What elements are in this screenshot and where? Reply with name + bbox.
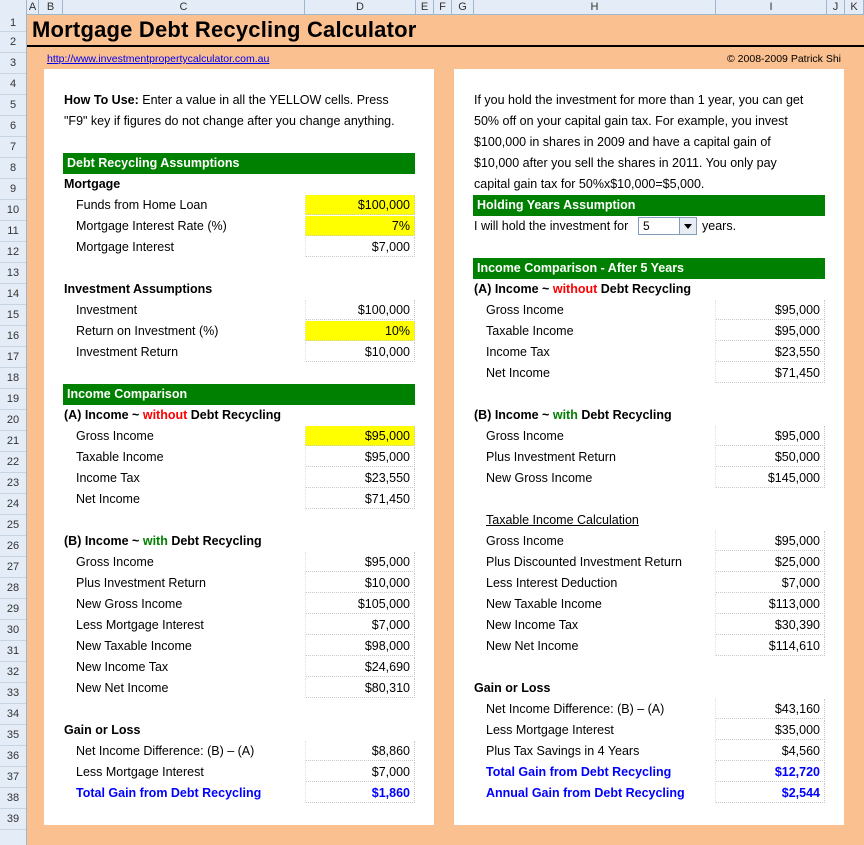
row-header-4[interactable]: 4 <box>0 74 26 95</box>
taxable-income-calculation-label: Taxable Income Calculation <box>486 513 639 527</box>
gain-or-loss-label: Gain or Loss <box>64 723 141 737</box>
row-header-24[interactable]: 24 <box>0 494 26 515</box>
copyright-text: © 2008-2009 Patrick Shi <box>727 53 841 65</box>
column-header-k[interactable]: K <box>845 0 864 15</box>
row-header-28[interactable]: 28 <box>0 578 26 599</box>
investment-value[interactable]: $100,000 <box>305 300 415 320</box>
row-header-25[interactable]: 25 <box>0 515 26 536</box>
investment-assumptions-label: Investment Assumptions <box>64 282 213 296</box>
r-total-gain-value[interactable]: $12,720 <box>715 762 825 782</box>
b-new-gross-income-label: New Gross Income <box>76 597 183 611</box>
r-b-plus-investment-return-value[interactable]: $50,000 <box>715 447 825 467</box>
r-net-income-difference-value[interactable]: $43,160 <box>715 699 825 719</box>
a-net-income-label: Net Income <box>76 492 140 506</box>
column-header-e[interactable]: E <box>416 0 434 15</box>
b-new-income-tax-label: New Income Tax <box>76 660 169 674</box>
column-header-i[interactable]: I <box>716 0 827 15</box>
holding-years-header: Holding Years Assumption <box>473 195 825 216</box>
r-a-net-income-label: Net Income <box>486 366 550 380</box>
annual-gain-value[interactable]: $2,544 <box>715 783 825 803</box>
t-plus-discounted-return-label: Plus Discounted Investment Return <box>486 555 682 569</box>
row-header-2[interactable]: 2 <box>0 32 26 53</box>
r-b-gross-income-value[interactable]: $95,000 <box>715 426 825 446</box>
column-header-j[interactable]: J <box>827 0 845 15</box>
row-header-10[interactable]: 10 <box>0 200 26 221</box>
t-gross-income-label: Gross Income <box>486 534 564 548</box>
r-total-gain-label: Total Gain from Debt Recycling <box>486 765 672 779</box>
t-new-net-income-value[interactable]: $114,610 <box>715 636 825 656</box>
income-without-prefix: (A) Income ~ <box>64 408 143 422</box>
net-income-difference-value[interactable]: $8,860 <box>305 741 415 761</box>
r-a-income-tax-value[interactable]: $23,550 <box>715 342 825 362</box>
total-gain-label: Total Gain from Debt Recycling <box>76 786 262 800</box>
row-header-33[interactable]: 33 <box>0 683 26 704</box>
row-header-21[interactable]: 21 <box>0 431 26 452</box>
row-header-19[interactable]: 19 <box>0 389 26 410</box>
explanation-line3: $100,000 in shares in 2009 and have a capital gain of <box>474 135 771 149</box>
website-link[interactable]: http://www.investmentpropertycalculator.com.au <box>47 53 270 65</box>
row-header-26[interactable]: 26 <box>0 536 26 557</box>
t-less-interest-deduction-value[interactable]: $7,000 <box>715 573 825 593</box>
r-a-net-income-value[interactable]: $71,450 <box>715 363 825 383</box>
r-b-plus-investment-return-label: Plus Investment Return <box>486 450 616 464</box>
holding-years-prefix: I will hold the investment for <box>474 219 629 233</box>
page-title: Mortgage Debt Recycling Calculator <box>32 17 417 42</box>
row-header-39[interactable]: 39 <box>0 809 26 830</box>
title-bar <box>27 15 864 47</box>
t-plus-discounted-return-value[interactable]: $25,000 <box>715 552 825 572</box>
b-new-taxable-income-label: New Taxable Income <box>76 639 192 653</box>
row-header-34[interactable]: 34 <box>0 704 26 725</box>
r-income-with-suffix: Debt Recycling <box>577 408 672 422</box>
b-new-income-tax-value[interactable]: $24,690 <box>305 657 415 677</box>
explanation-line1: If you hold the investment for more than 1 year, you can get <box>474 93 804 107</box>
income-without-heading <box>64 405 281 426</box>
row-header-14[interactable]: 14 <box>0 284 26 305</box>
mortgage-interest-value[interactable]: $7,000 <box>305 237 415 257</box>
t-new-taxable-income-label: New Taxable Income <box>486 597 602 611</box>
row-header-37[interactable]: 37 <box>0 767 26 788</box>
t-new-income-tax-label: New Income Tax <box>486 618 579 632</box>
row-header-38[interactable]: 38 <box>0 788 26 809</box>
r-b-gross-income-label: Gross Income <box>486 429 564 443</box>
row-header-3[interactable]: 3 <box>0 53 26 74</box>
total-gain-value[interactable]: $1,860 <box>305 783 415 803</box>
chevron-down-icon[interactable] <box>679 218 696 234</box>
explanation-line2: 50% off on your capital gain tax. For example, you invest <box>474 114 788 128</box>
gain-less-mortgage-interest-value[interactable]: $7,000 <box>305 762 415 782</box>
column-header-f[interactable]: F <box>434 0 452 15</box>
t-new-net-income-label: New Net Income <box>486 639 579 653</box>
funds-from-home-loan-input[interactable]: $100,000 <box>305 195 415 215</box>
with-word: with <box>142 534 168 548</box>
r-income-without-suffix: Debt Recycling <box>597 282 692 296</box>
column-header-bar <box>0 0 864 15</box>
r-a-taxable-income-label: Taxable Income <box>486 324 574 338</box>
mortgage-interest-rate-input[interactable]: 7% <box>305 216 415 236</box>
income-with-prefix: (B) Income ~ <box>64 534 143 548</box>
r-a-taxable-income-value[interactable]: $95,000 <box>715 321 825 341</box>
mortgage-interest-rate-label: Mortgage Interest Rate (%) <box>76 219 227 233</box>
b-less-mortgage-interest-value[interactable]: $7,000 <box>305 615 415 635</box>
row-header-6[interactable]: 6 <box>0 116 26 137</box>
row-header-22[interactable]: 22 <box>0 452 26 473</box>
r-a-gross-income-label: Gross Income <box>486 303 564 317</box>
column-header-a[interactable]: A <box>27 0 39 15</box>
how-to-use-line2: "F9" key if figures do not change after you change anything. <box>64 114 395 128</box>
income-comparison-header: Income Comparison <box>63 384 415 405</box>
r-income-without-heading <box>474 279 691 300</box>
column-header-c[interactable]: C <box>63 0 305 15</box>
row-header-9[interactable]: 9 <box>0 179 26 200</box>
r-income-without-prefix: (A) Income ~ <box>474 282 553 296</box>
worksheet <box>27 15 864 845</box>
a-taxable-income-label: Taxable Income <box>76 450 164 464</box>
return-on-investment-label: Return on Investment (%) <box>76 324 219 338</box>
row-header-bar <box>0 15 27 845</box>
right-panel <box>454 69 844 825</box>
income-with-suffix: Debt Recycling <box>167 534 262 548</box>
select-all-corner[interactable] <box>0 0 27 15</box>
capital-gain-explanation <box>474 90 834 195</box>
row-header-20[interactable]: 20 <box>0 410 26 431</box>
income-comparison-5-years-header: Income Comparison - After 5 Years <box>473 258 825 279</box>
row-header-23[interactable]: 23 <box>0 473 26 494</box>
b-gross-income-value[interactable]: $95,000 <box>305 552 415 572</box>
b-gross-income-label: Gross Income <box>76 555 154 569</box>
r-less-mortgage-interest-label: Less Mortgage Interest <box>486 723 614 737</box>
investment-return-value[interactable]: $10,000 <box>305 342 415 362</box>
b-new-net-income-label: New Net Income <box>76 681 169 695</box>
t-new-income-tax-value[interactable]: $30,390 <box>715 615 825 635</box>
investment-label: Investment <box>76 303 138 317</box>
row-header-11[interactable]: 11 <box>0 221 26 242</box>
b-new-taxable-income-value[interactable]: $98,000 <box>305 636 415 656</box>
row-header-27[interactable]: 27 <box>0 557 26 578</box>
debt-recycling-assumptions-header: Debt Recycling Assumptions <box>63 153 415 174</box>
column-header-g[interactable]: G <box>452 0 474 15</box>
row-header-36[interactable]: 36 <box>0 746 26 767</box>
explanation-line5: capital gain tax for 50%x$10,000=$5,000. <box>474 177 705 191</box>
b-less-mortgage-interest-label: Less Mortgage Interest <box>76 618 204 632</box>
column-header-b[interactable]: B <box>39 0 63 15</box>
row-header-31[interactable]: 31 <box>0 641 26 662</box>
a-income-tax-value[interactable]: $23,550 <box>305 468 415 488</box>
row-header-35[interactable]: 35 <box>0 725 26 746</box>
b-plus-investment-return-value[interactable]: $10,000 <box>305 573 415 593</box>
r-without-word: without <box>552 282 598 296</box>
how-to-use-text <box>64 90 424 132</box>
return-on-investment-input[interactable]: 10% <box>305 321 415 341</box>
without-word: without <box>142 408 188 422</box>
r-b-new-gross-income-label: New Gross Income <box>486 471 593 485</box>
investment-return-label: Investment Return <box>76 345 179 359</box>
r-income-with-heading <box>474 405 672 426</box>
mortgage-interest-label: Mortgage Interest <box>76 240 174 254</box>
r-with-word: with <box>552 408 578 422</box>
funds-from-home-loan-label: Funds from Home Loan <box>76 198 208 212</box>
explanation-line4: $10,000 after you sell the shares in 2011. You only pay <box>474 156 777 170</box>
row-header-18[interactable]: 18 <box>0 368 26 389</box>
left-panel <box>44 69 434 825</box>
r-b-new-gross-income-value[interactable]: $145,000 <box>715 468 825 488</box>
row-header-32[interactable]: 32 <box>0 662 26 683</box>
r-plus-tax-savings-label: Plus Tax Savings in 4 Years <box>486 744 640 758</box>
r-a-income-tax-label: Income Tax <box>486 345 550 359</box>
holding-years-suffix: years. <box>702 219 737 233</box>
r-net-income-difference-label: Net Income Difference: (B) – (A) <box>486 702 665 716</box>
b-plus-investment-return-label: Plus Investment Return <box>76 576 206 590</box>
annual-gain-label: Annual Gain from Debt Recycling <box>486 786 685 800</box>
r-income-with-prefix: (B) Income ~ <box>474 408 553 422</box>
t-gross-income-value[interactable]: $95,000 <box>715 531 825 551</box>
row-header-13[interactable]: 13 <box>0 263 26 284</box>
row-header-15[interactable]: 15 <box>0 305 26 326</box>
r-a-gross-income-value[interactable]: $95,000 <box>715 300 825 320</box>
row-header-17[interactable]: 17 <box>0 347 26 368</box>
t-new-taxable-income-value[interactable]: $113,000 <box>715 594 825 614</box>
how-to-use-line1: Enter a value in all the YELLOW cells. Press <box>138 93 389 107</box>
income-with-heading <box>64 531 262 552</box>
a-taxable-income-value[interactable]: $95,000 <box>305 447 415 467</box>
holding-years-select[interactable] <box>638 217 697 235</box>
row-header-5[interactable]: 5 <box>0 95 26 116</box>
row-header-7[interactable]: 7 <box>0 137 26 158</box>
column-header-h[interactable]: H <box>474 0 716 15</box>
a-gross-income-label: Gross Income <box>76 429 154 443</box>
row-header-29[interactable]: 29 <box>0 599 26 620</box>
a-net-income-value[interactable]: $71,450 <box>305 489 415 509</box>
row-header-8[interactable]: 8 <box>0 158 26 179</box>
b-new-gross-income-value[interactable]: $105,000 <box>305 594 415 614</box>
b-new-net-income-value[interactable]: $80,310 <box>305 678 415 698</box>
r-gain-or-loss-label: Gain or Loss <box>474 681 551 695</box>
t-less-interest-deduction-label: Less Interest Deduction <box>486 576 618 590</box>
a-income-tax-label: Income Tax <box>76 471 140 485</box>
r-plus-tax-savings-value[interactable]: $4,560 <box>715 741 825 761</box>
holding-years-value: 5 <box>643 219 650 233</box>
r-less-mortgage-interest-value[interactable]: $35,000 <box>715 720 825 740</box>
row-header-30[interactable]: 30 <box>0 620 26 641</box>
row-header-16[interactable]: 16 <box>0 326 26 347</box>
row-header-1[interactable]: 1 <box>0 15 26 32</box>
mortgage-section-label: Mortgage <box>64 177 121 191</box>
how-to-use-heading: How To Use: <box>64 93 139 107</box>
row-header-12[interactable]: 12 <box>0 242 26 263</box>
column-header-d[interactable]: D <box>305 0 416 15</box>
income-without-suffix: Debt Recycling <box>187 408 282 422</box>
net-income-difference-label: Net Income Difference: (B) – (A) <box>76 744 255 758</box>
gain-less-mortgage-interest-label: Less Mortgage Interest <box>76 765 204 779</box>
a-gross-income-input[interactable]: $95,000 <box>305 426 415 446</box>
